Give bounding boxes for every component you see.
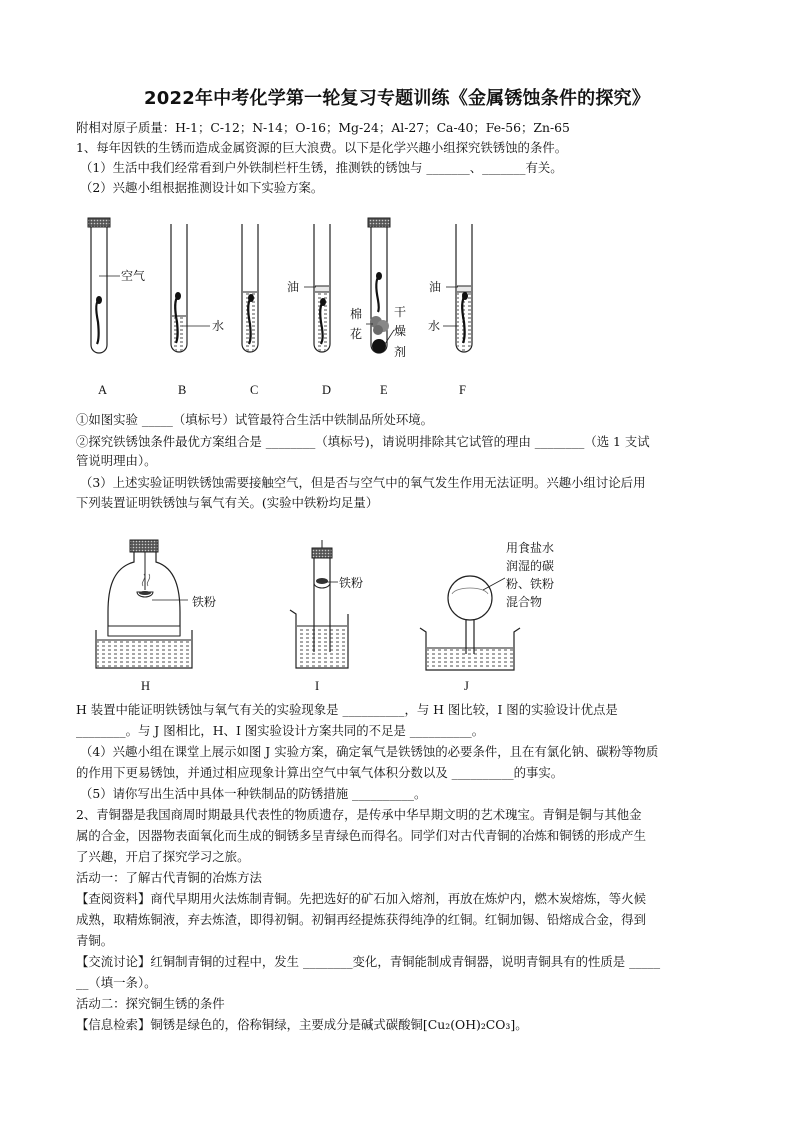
q1-part3-cont: 下列装置证明铁锈蚀与氧气有关。(实验中铁粉均足量） [76,495,379,510]
caption-a: A [98,383,108,397]
label-water-b: 水 [212,319,225,333]
label-cotton-2: 花 [350,327,363,341]
q2-intro-cont2: 了兴趣，开启了探究学习之旅。 [76,849,250,864]
label-oil-d: 油 [287,280,300,294]
label-iron-h: 铁粉 [192,595,217,609]
label-desiccant-1: 干 [394,305,407,319]
discussion: 【交流讨论】红铜制青铜的过程中，发生 ________变化，青铜能制成青铜器，说明青铜具有的性质是 _____ [76,954,661,969]
label-j-note-4: 混合物 [506,595,543,609]
q1-intro: 1、每年因铁的生锈而造成金属资源的巨大浪费。以下是化学兴趣小组探究铁锈蚀的条件。 [76,140,568,155]
caption-c: C [250,383,259,397]
label-j-note-2: 润湿的碳 [506,559,555,573]
tube-c [242,224,258,352]
q1-h-question: H 装置中能证明铁锈蚀与氧气有关的实验现象是 __________，与 H 图比较，I 图的实验设计优点是 [76,702,618,717]
tube-b [171,224,224,352]
caption-d: D [322,383,332,397]
caption-h: H [141,679,151,693]
activity1-heading: 活动一：了解古代青铜的冶炼方法 [76,870,262,885]
tube-e [350,218,406,359]
info-retrieval: 【信息检索】铜锈是绿色的，俗称铜绿，主要成分是碱式碳酸铜[Cu₂(OH)₂CO₃]。 [76,1017,528,1032]
q1-part4-cont: 的作用下更易锈蚀，并通过相应现象计算出空气中氧气体积分数以及 __________的事实。 [76,765,564,780]
label-cotton-1: 棉 [350,307,363,321]
q1-part1: （1）生活中我们经常看到户外铁制栏杆生锈，推测铁的锈蚀与 _______、_______有关。 [80,160,563,175]
tube-f [428,224,472,352]
caption-i: I [315,679,320,693]
label-water-f: 水 [428,319,441,333]
q1-sub2: ②探究铁锈蚀条件最优方案组合是 ________（填标号)，请说明排除其它试管的理由 ________（选 1 支试 [76,434,650,449]
apparatus-i [290,540,363,693]
caption-b: B [178,383,187,397]
caption-j: J [464,679,469,693]
label-oil-f: 油 [429,280,442,294]
label-desiccant-3: 剂 [394,345,407,359]
label-iron-i: 铁粉 [339,576,364,590]
apparatus-j [420,540,554,693]
page-title: 2022年中考化学第一轮复习专题训练《金属锈蚀条件的探究》 [144,88,650,109]
caption-e: E [380,383,388,397]
q1-part5: （5）请你写出生活中具体一种铁制品的防锈措施 __________。 [80,786,427,801]
label-air: 空气 [121,269,146,283]
q2-intro-cont1: 属的合金，因器物表面氧化而生成的铜锈多呈青绿色而得名。同学们对古代青铜的冶炼和铜锈的形成产生 [76,828,646,843]
q1-sub1: ①如图实验 _____（填标号）试管最符合生活中铁制品所处环境。 [76,412,434,427]
atomic-mass-line: 附相对原子质量：H-1；C-12；N-14；O-16；Mg-24；Al-27；Ca-40；Fe-56；Zn-65 [76,120,570,135]
reference-material-cont1: 成熟，取精炼铜液，弃去炼渣，即得初铜。初铜再经提炼获得纯净的红铜。红铜加锡、铅熔成合金，得到 [76,912,646,927]
q1-sub2-cont: 管说明理由）。 [76,453,157,468]
label-desiccant-2: 燥 [394,324,407,338]
discussion-cont: __（填一条）。 [76,975,157,990]
reference-material: 【查阅资料】商代早期用火法炼制青铜。先把选好的矿石加入熔剂，再放在炼炉内，燃木炭熔炼，等火候 [76,891,646,906]
apparatus-h [96,540,216,693]
q1-part4: （4）兴趣小组在课堂上展示如图 J 实验方案，确定氧气是铁锈蚀的必要条件，且在有氯化钠、碳粉等物质 [80,744,659,759]
label-j-note-1: 用食盐水 [506,541,555,555]
q2-intro: 2、青铜器是我国商周时期最具代表性的物质遗存，是传承中华早期文明的艺术瑰宝。青铜是铜与其他金 [76,807,642,822]
caption-f: F [459,383,466,397]
q1-h-question-cont: ________。与 J 图相比，H、I 图实验设计方案共同的不足是 __________。 [76,723,485,738]
q1-part3: （3）上述实验证明铁锈蚀需要接触空气，但是否与空气中的氧气发生作用无法证明。兴趣小组讨论后用 [80,475,646,490]
label-j-note-3: 粉、铁粉 [506,577,555,591]
activity2-heading: 活动二：探究铜生锈的条件 [76,996,225,1011]
tube-d [287,224,330,352]
tube-a [88,218,145,353]
reference-material-cont2: 青铜。 [76,933,114,948]
q1-part2: （2）兴趣小组根据推测设计如下实验方案。 [80,180,324,195]
